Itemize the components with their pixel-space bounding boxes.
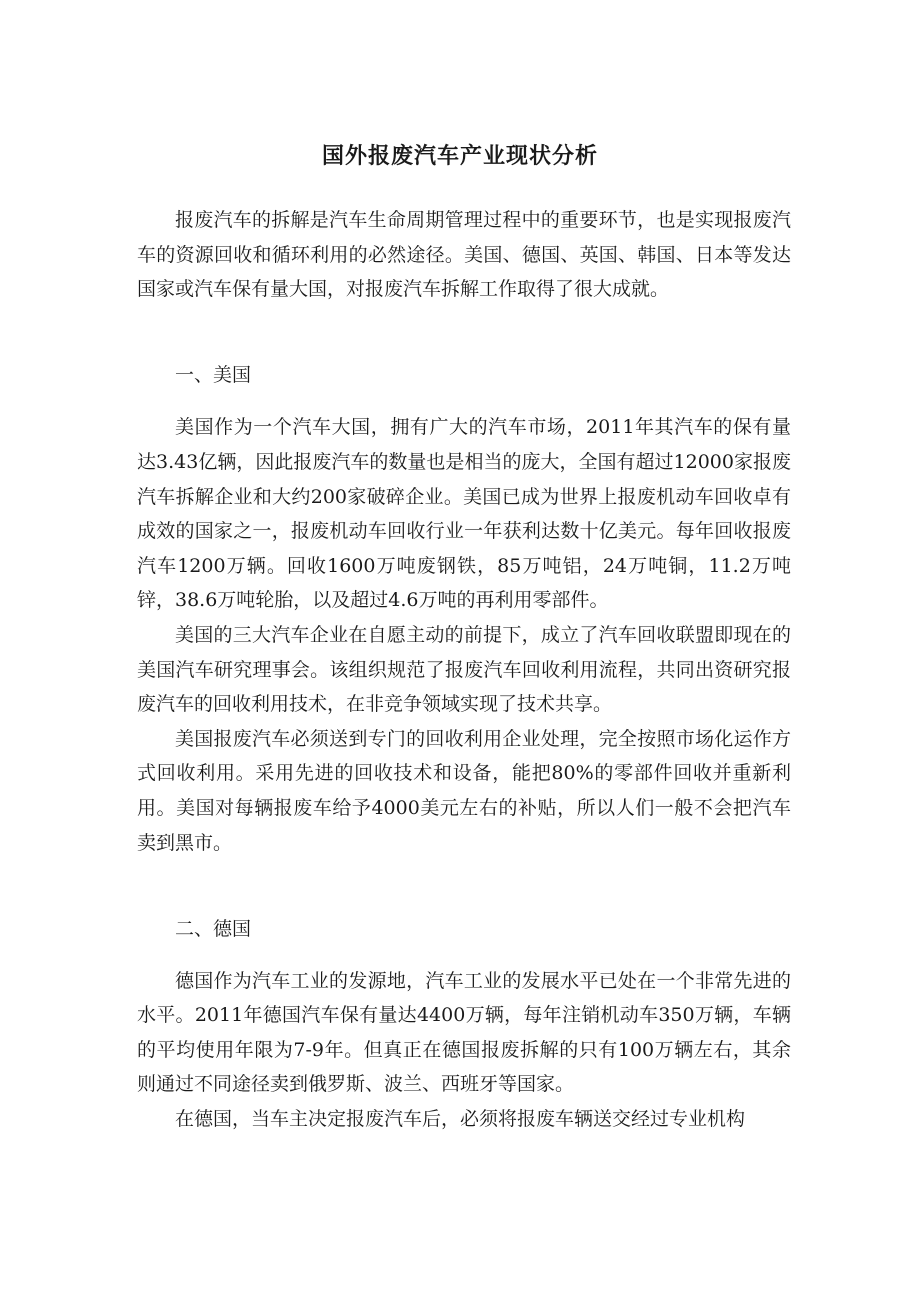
section-gap (137, 860, 791, 895)
germany-paragraph-1: 德国作为汽车工业的发源地，汽车工业的发展水平已处在一个非常先进的水平。2011年德国汽车保有量达4400万辆，每年注销机动车350万辆，车辆的平均使用年限为7-9年。但真正在德国报废拆解的只有100万辆左右，其余则通过不同途径卖到俄罗斯、波兰、西班牙等国家。 (137, 969, 791, 1096)
section-heading-usa: 一、美国 (175, 364, 252, 387)
usa-paragraph-2: 美国的三大汽车企业在自愿主动的前提下，成立了汽车回收联盟即现在的美国汽车研究理事会。该组织规范了报废汽车回收利用流程，共同出资研究报废汽车的回收利用技术，在非竞争领域实现了技术共享。 (137, 623, 791, 716)
section-gap (137, 307, 791, 342)
document-body (137, 203, 791, 1137)
germany-paragraph-2: 在德国，当车主决定报废汽车后，必须将报废车辆送交经过专业机构 (175, 1108, 746, 1131)
usa-paragraph-3: 美国报废汽车必须送到专门的回收利用企业处理，完全按照市场化运作方式回收利用。采用先进的回收技术和设备，能把80%的零部件回收并重新利用。美国对每辆报废车给予4000美元左右的补贴，所以人们一般不会把汽车卖到黑市。 (137, 727, 791, 854)
usa-paragraph-1: 美国作为一个汽车大国，拥有广大的汽车市场，2011年其汽车的保有量达3.43亿辆，因此报废汽车的数量也是相当的庞大，全国有超过12000家报废汽车拆解企业和大约200家破碎企业。美国已成为世界上报废机动车回收卓有成效的国家之一，报废机动车回收行业一年获利达数十亿美元。每年回收报废汽车1200万辆。回收1600万吨废钢铁，85万吨铝，24万吨铜，11.2万吨锌，38.6万吨轮胎，以及超过4.6万吨的再利用零部件。 (137, 416, 791, 612)
section-heading-germany: 二、德国 (175, 917, 252, 940)
document-title: 国外报废汽车产业现状分析 (321, 144, 598, 169)
intro-paragraph: 报废汽车的拆解是汽车生命周期管理过程中的重要环节，也是实现报废汽车的资源回收和循环利用的必然途径。美国、德国、英国、韩国、日本等发达国家或汽车保有量大国，对报废汽车拆解工作取得了很大成就。 (137, 209, 791, 301)
